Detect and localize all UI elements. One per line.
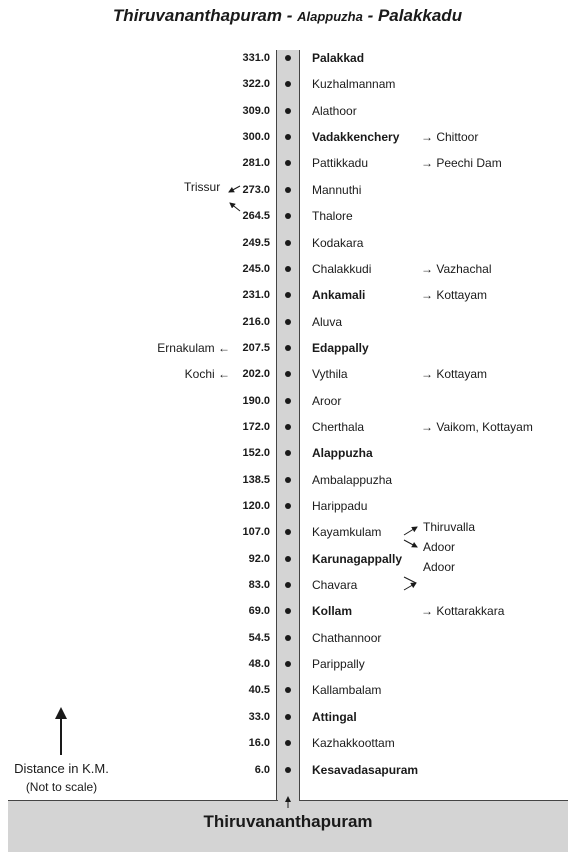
stop-distance: 273.0 xyxy=(242,183,270,196)
stop-name: Aroor xyxy=(312,393,342,408)
left-branch-route: Kochi ← xyxy=(184,367,230,382)
title-origin: Thiruvananthapuram xyxy=(112,6,283,25)
stop-name: Edappally xyxy=(312,340,369,355)
trissur-label: Trissur xyxy=(184,180,221,194)
title-separator: - xyxy=(282,6,298,25)
stop-distance: 245.0 xyxy=(242,262,270,275)
stop-distance: 120.0 xyxy=(242,500,270,512)
stop-name: Vadakkenchery xyxy=(312,130,400,145)
stop-name: Kazhakkoottam xyxy=(312,736,395,751)
branch-route: → Vaikom, Kottayam xyxy=(421,419,533,434)
stop-name: Ankamali xyxy=(312,288,366,303)
kayamkulam-branch-1: Thiruvalla xyxy=(423,520,476,534)
stop-distance: 107.0 xyxy=(242,526,270,539)
stop-distance: 33.0 xyxy=(248,710,270,723)
stop-distance: 54.5 xyxy=(248,631,270,644)
stop-distance: 6.0 xyxy=(254,763,270,776)
branch-route: → Peechi Dam xyxy=(421,156,502,171)
stop-distance: 69.0 xyxy=(248,605,270,618)
legend-note: (Not to scale) xyxy=(25,780,98,794)
stop-distance: 16.0 xyxy=(248,737,270,750)
stop-name: Harippadu xyxy=(312,499,368,513)
stop-name: Attingal xyxy=(312,709,357,724)
stop-distance: 92.0 xyxy=(248,552,270,565)
stop-name: Kodakara xyxy=(312,235,364,250)
trissur-arrow-up xyxy=(229,186,240,192)
stop-distance: 264.5 xyxy=(242,210,270,223)
start-city-label: Thiruvananthapuram xyxy=(203,812,373,831)
title-separator: - xyxy=(362,6,378,25)
stop-distance: 83.0 xyxy=(248,579,270,591)
stop-distance: 152.0 xyxy=(242,447,270,460)
karunagappally-adoor-arrow-up xyxy=(404,577,416,583)
left-branch-route: Ernakulam ← xyxy=(157,340,230,355)
stop-distance: 172.0 xyxy=(242,420,270,433)
karunagappally-adoor-arrow-down xyxy=(404,583,416,590)
stop-name: Aluva xyxy=(312,314,343,329)
stop-name: Vythila xyxy=(312,367,348,382)
stop-distance: 202.0 xyxy=(242,368,270,381)
stop-name: Kuzhalmannam xyxy=(312,77,396,92)
stop-name: Kesavadasapuram xyxy=(312,762,419,777)
stop-name: Chavara xyxy=(312,578,358,592)
stop-name: Alathoor xyxy=(312,103,357,118)
stop-distance: 309.0 xyxy=(242,104,270,117)
adoor-arrow xyxy=(404,540,417,547)
thiruvalla-arrow xyxy=(404,527,417,535)
stop-distance: 322.0 xyxy=(242,78,270,91)
stop-name: Palakkad xyxy=(312,51,365,65)
karunagappally-branch: Adoor xyxy=(423,560,456,574)
stop-distance: 190.0 xyxy=(242,394,270,407)
stop-distance: 138.5 xyxy=(242,473,270,486)
stop-distance: 300.0 xyxy=(242,131,270,144)
stop-distance: 48.0 xyxy=(248,658,270,671)
stop-name: Ambalappuzha xyxy=(312,472,393,487)
branch-route: → Kottarakkara xyxy=(421,604,505,619)
branch-route: → Kottayam xyxy=(421,367,488,382)
kayamkulam-branch-2: Adoor xyxy=(423,540,456,554)
stop-name: Mannuthi xyxy=(312,182,362,197)
stop-name: Kollam xyxy=(312,604,353,619)
title-destination: Palakkadu xyxy=(377,6,463,25)
stop-name: Thalore xyxy=(312,209,353,224)
stop-name: Karunagappally xyxy=(312,551,403,566)
stop-name: Pattikkadu xyxy=(312,156,369,171)
stop-name: Alappuzha xyxy=(312,446,373,461)
branch-route: → Chittoor xyxy=(421,130,479,145)
stop-distance: 216.0 xyxy=(242,315,270,328)
legend-title: Distance in K.M. xyxy=(14,761,109,776)
stop-name: Parippally xyxy=(312,657,365,672)
legend-up-arrow xyxy=(55,707,67,755)
title-via: Alappuzha xyxy=(297,9,363,24)
branch-route: → Kottayam xyxy=(421,288,488,303)
trissur-arrow-down xyxy=(230,203,240,211)
stop-distance: 207.5 xyxy=(242,341,270,354)
stop-distance: 231.0 xyxy=(242,289,270,302)
stop-name: Kallambalam xyxy=(312,683,382,698)
stop-distance: 281.0 xyxy=(242,157,270,170)
stop-distance: 40.5 xyxy=(248,684,270,697)
stop-name: Chathannoor xyxy=(312,630,382,645)
stop-distance: 249.5 xyxy=(242,236,270,249)
stop-name: Chalakkudi xyxy=(312,261,372,276)
stop-name: Kayamkulam xyxy=(312,525,382,540)
stop-name: Cherthala xyxy=(312,419,365,434)
stop-distance: 331.0 xyxy=(242,52,270,64)
branch-route: → Vazhachal xyxy=(421,261,492,276)
